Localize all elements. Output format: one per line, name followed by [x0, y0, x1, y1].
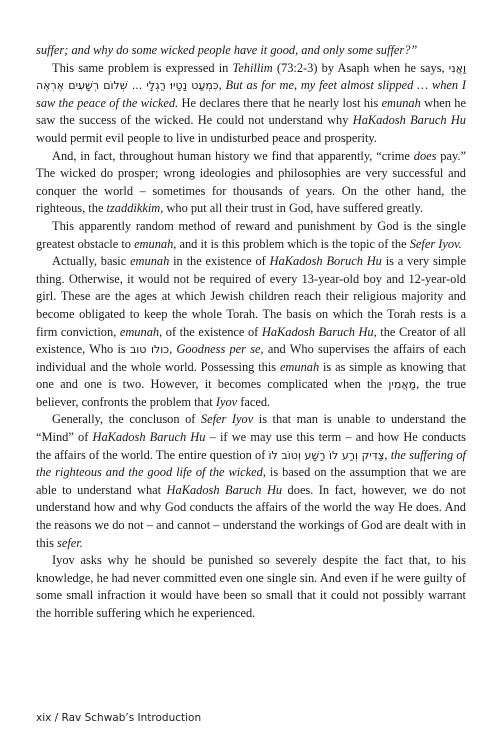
italic-text: HaKadosh Baruch Hu,: [261, 324, 377, 339]
page-footer: xix / Rav Schwab’s Introduction: [36, 712, 202, 724]
italic-text: emunah: [381, 95, 421, 110]
italic-text: Iyov: [215, 394, 238, 409]
text-run: is as simple as knowing that one and one is two. However, it becomes complicated when the: [36, 359, 467, 392]
italic-text: HaKadosh Boruch Hu: [269, 254, 382, 269]
italic-text: emunah: [279, 359, 320, 374]
paragraph: [36, 218, 466, 253]
text-run: He declares there that he nearly lost his: [178, 95, 382, 110]
paragraph: [36, 148, 466, 218]
text-run: when he saw the success of the wicked. He could not understand why: [36, 95, 466, 128]
text-run: and it is this problem which is the topic of the: [176, 236, 410, 251]
paragraph: [36, 60, 466, 148]
text-run: does. In fact, however, we do not understand how and why God conducts the affairs of the world the way He does. And the reasons we do not – and cannot – understand the workings of God are dealt with in this: [36, 482, 466, 550]
italic-text: does: [413, 148, 437, 163]
text-run: This apparently random method of reward and punishment by God is the single greatest obstacle to: [36, 218, 466, 251]
italic-text: Goodness per se,: [176, 342, 264, 357]
text-run: ,: [218, 78, 226, 93]
italic-text: suffer; and why do some wicked people have it good, and only some suffer?”: [36, 43, 418, 57]
text-run: ,: [169, 342, 177, 357]
body-text: [36, 42, 466, 623]
text-run: pay.” The wicked do prosper; wrong ideologies and philosophies are very successful and conquer the world – sometimes for thousands of years. On the other hand, the righteous, the: [36, 148, 466, 216]
text-run: – if we may use this term – and how He conducts the affairs of the world. The entire question of: [36, 430, 467, 462]
italic-text: sefer.: [57, 535, 83, 550]
text-run: And, in fact, throughout human history we find that apparently, “crime: [52, 148, 414, 163]
italic-text: Sefer Iyov.: [409, 236, 462, 251]
italic-text: HaKadosh Baruch Hu: [166, 482, 283, 497]
italic-text: the suffering of the righteous and the good life of the wicked,: [36, 447, 467, 480]
text-run: Iyov asks why he should be punished so severely despite the fact that, to his knowledge, he had never committed even one single sin. And even if he were guilty of some small infraction it would have been so small that it could not possibly warrant the horrible suffering which he experienced.: [36, 553, 466, 620]
text-run: is based on the assumption that we are able to understand what: [36, 465, 466, 497]
text-run: in the existence of: [169, 254, 270, 269]
hebrew-quote: כולו טוב: [129, 343, 170, 357]
text-run: and Who supervises the affairs of each individual and the whole world. Possessing this: [36, 342, 466, 374]
hebrew-quote: צַדִּיק וְרַע לוֹ רָשָׁע וְטוֹב לוֹ: [268, 448, 385, 462]
text-run: the Creator of all existence, Who is: [36, 324, 466, 357]
italic-text: HaKadosh Baruch Hu: [92, 430, 206, 445]
italic-text: HaKadosh Baruch Hu: [352, 113, 467, 128]
text-run: Actually, basic: [52, 254, 131, 269]
hebrew-quote: וַאֲנִי כִּמְעַט נָטָיוּ רַגְלָי ... שְׁלוֹם רְשָׁעִים אֶרְאֶה: [36, 61, 467, 93]
text-run: ,: [384, 447, 391, 462]
italic-text: tzaddikkim,: [106, 201, 164, 216]
paragraph: [36, 253, 466, 411]
text-run: is a very simple thing. Otherwise, it would not be required of every 13-year-old boy and 12-year-old girl. These are the ages at which Jewish children reach their religious majority and become obligated to keep the whole Torah. The basis on which the Torah rests is a firm conviction,: [36, 254, 466, 339]
text-run: , the true believer, confronts the problem that: [36, 377, 466, 409]
paragraph: [36, 552, 466, 622]
text-run: who put all their trust in God, have suffered greatly.: [163, 201, 424, 216]
text-run: of the existence of: [162, 324, 262, 339]
italic-text: Sefer Iyov: [200, 412, 254, 427]
italic-text: emunah,: [119, 324, 163, 339]
paragraph: [36, 42, 466, 60]
italic-text: But as for me, my feet almost slipped … when I saw the peace of the wicked.: [36, 78, 466, 110]
italic-text: emunah,: [134, 236, 177, 251]
paragraph: [36, 411, 466, 552]
text-run: (73:2-3) by Asaph when he says,: [272, 60, 449, 75]
text-run: This same problem is expressed in: [52, 60, 233, 75]
text-run: would permit evil people to live in undisturbed peace and prosperity.: [36, 130, 377, 145]
text-run: Generally, the concluson of: [52, 412, 201, 427]
italic-text: emunah: [130, 254, 170, 269]
hebrew-quote: מַאֲמִין: [388, 378, 417, 392]
text-run: faced.: [237, 394, 271, 409]
text-run: is that man is unable to understand the “Mind” of: [36, 412, 466, 445]
italic-text: Tehillim: [232, 60, 273, 75]
